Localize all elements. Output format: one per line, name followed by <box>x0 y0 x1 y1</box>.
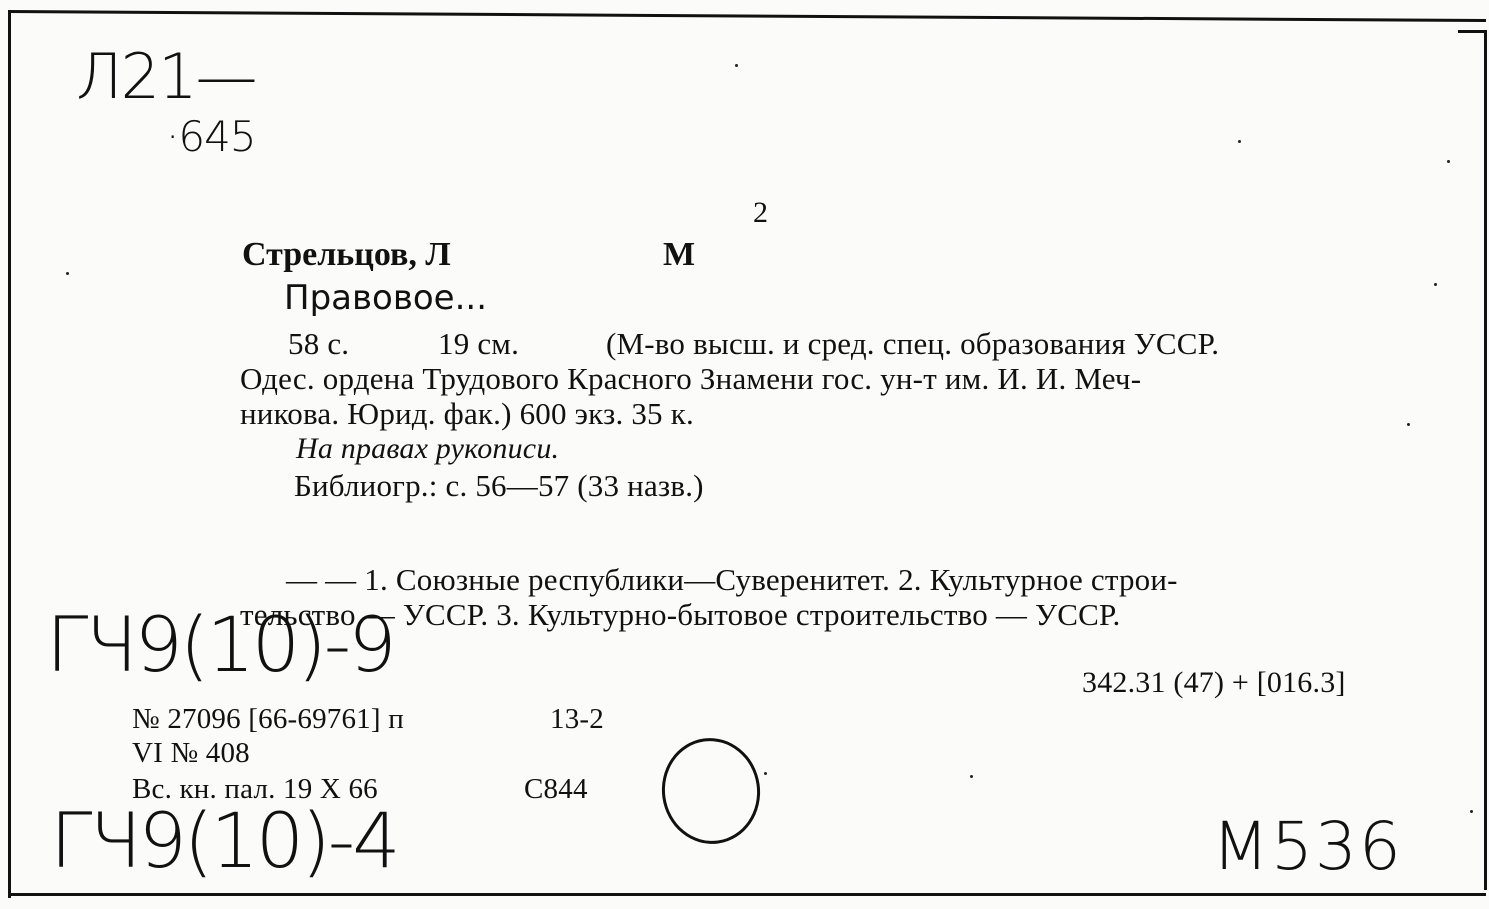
scan-speck <box>1434 283 1437 286</box>
scan-speck <box>735 64 738 67</box>
record-volume: VI № 408 <box>132 737 250 769</box>
scan-speck <box>1470 810 1473 813</box>
scan-speck <box>1238 140 1241 143</box>
record-code: 13-2 <box>550 703 604 735</box>
card-border-top <box>8 10 1486 22</box>
card-border-right <box>1484 30 1487 890</box>
series-line-1: (М-во высш. и сред. спец. образования УССР. <box>606 326 1220 361</box>
subjects-line-2: тельство — УССР. 3. Культурно-бытовое строительство — УССР. <box>240 597 1121 632</box>
series-line-2: Одес. ордена Трудового Красного Знамени гос. ун-т им. И. И. Меч- <box>240 361 1142 396</box>
subjects-line-1: — — 1. Союзные республики—Суверенитет. 2. Культурное строи- <box>286 562 1178 597</box>
handwritten-class-mark-2: ГЧ9(10)-4 <box>50 796 398 885</box>
scan-speck <box>970 775 973 778</box>
size: 19 см. <box>438 326 520 361</box>
classification-index: 342.31 (47) + [016.3] <box>1082 666 1346 699</box>
stamp-circle-icon <box>655 732 767 851</box>
author-surname: Стрельцов, Л <box>242 236 451 273</box>
scan-speck <box>1407 423 1410 426</box>
pages: 58 с. <box>288 326 350 361</box>
card-border-bottom <box>8 893 1486 896</box>
record-chamber-code: С844 <box>524 773 588 805</box>
card-border-corner <box>1458 30 1486 33</box>
scan-speck <box>1447 160 1450 163</box>
card-border-left <box>8 12 11 898</box>
handwritten-shelfmark-line1: Л21— <box>76 40 256 113</box>
card-number: 2 <box>753 196 769 229</box>
scan-speck <box>66 272 69 275</box>
note-bibliography: Библиогр.: с. 56—57 (33 назв.) <box>294 468 704 503</box>
book-title: Правовое... <box>284 278 488 318</box>
scan-speck <box>764 772 767 775</box>
handwritten-class-mark-1: ГЧ9(10)-9 <box>46 600 394 689</box>
handwritten-inventory-mark: M536 <box>1212 808 1403 885</box>
handwritten-shelfmark-line2: ·645 <box>166 112 256 161</box>
record-number: № 27096 [66-69761] п <box>132 703 404 735</box>
author-initial: М <box>663 236 696 273</box>
note-manuscript: На правах рукописи. <box>296 432 560 465</box>
series-line-3: никова. Юрид. фак.) 600 экз. 35 к. <box>240 396 694 431</box>
record-chamber: Вс. кн. пал. 19 X 66 <box>132 773 378 805</box>
